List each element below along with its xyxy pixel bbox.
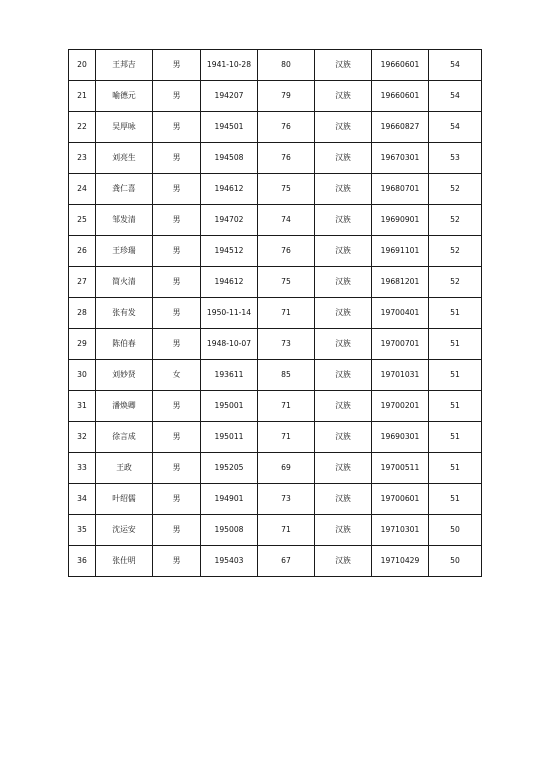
table-row — [69, 81, 482, 112]
start-date-cell: 19681201 — [372, 267, 429, 298]
row-number-cell: 36 — [69, 546, 96, 577]
gender-cell: 男 — [153, 205, 201, 236]
table-row — [69, 267, 482, 298]
ethnicity-cell: 汉族 — [315, 422, 372, 453]
name-cell: 王政 — [96, 453, 153, 484]
table-row — [69, 112, 482, 143]
birth-date-cell: 194512 — [201, 236, 258, 267]
age-cell: 71 — [258, 515, 315, 546]
gender-cell: 男 — [153, 422, 201, 453]
row-number-cell: 20 — [69, 50, 96, 81]
age-cell: 71 — [258, 391, 315, 422]
ethnicity-cell: 汉族 — [315, 329, 372, 360]
years-cell: 54 — [429, 112, 482, 143]
row-number-cell: 25 — [69, 205, 96, 236]
name-cell: 龚仁喜 — [96, 174, 153, 205]
name-cell: 刘亮生 — [96, 143, 153, 174]
table-row — [69, 546, 482, 577]
years-cell: 51 — [429, 484, 482, 515]
name-cell: 潘焕卿 — [96, 391, 153, 422]
start-date-cell: 19660601 — [372, 81, 429, 112]
gender-cell: 男 — [153, 391, 201, 422]
ethnicity-cell: 汉族 — [315, 267, 372, 298]
years-cell: 51 — [429, 391, 482, 422]
start-date-cell: 19690901 — [372, 205, 429, 236]
row-number-cell: 21 — [69, 81, 96, 112]
name-cell: 简火清 — [96, 267, 153, 298]
age-cell: 80 — [258, 50, 315, 81]
years-cell: 51 — [429, 360, 482, 391]
years-cell: 52 — [429, 236, 482, 267]
start-date-cell: 19701031 — [372, 360, 429, 391]
years-cell: 50 — [429, 515, 482, 546]
name-cell: 叶绍儒 — [96, 484, 153, 515]
birth-date-cell: 194612 — [201, 174, 258, 205]
age-cell: 73 — [258, 329, 315, 360]
years-cell: 50 — [429, 546, 482, 577]
name-cell: 邹发清 — [96, 205, 153, 236]
row-number-cell: 27 — [69, 267, 96, 298]
age-cell: 75 — [258, 174, 315, 205]
years-cell: 52 — [429, 267, 482, 298]
age-cell: 69 — [258, 453, 315, 484]
years-cell: 51 — [429, 298, 482, 329]
birth-date-cell: 194508 — [201, 143, 258, 174]
name-cell: 王珍瑞 — [96, 236, 153, 267]
ethnicity-cell: 汉族 — [315, 453, 372, 484]
name-cell: 张仕明 — [96, 546, 153, 577]
start-date-cell: 19690301 — [372, 422, 429, 453]
row-number-cell: 28 — [69, 298, 96, 329]
row-number-cell: 33 — [69, 453, 96, 484]
age-cell: 76 — [258, 236, 315, 267]
start-date-cell: 19710429 — [372, 546, 429, 577]
name-cell: 沈运安 — [96, 515, 153, 546]
age-cell: 71 — [258, 298, 315, 329]
gender-cell: 男 — [153, 143, 201, 174]
name-cell: 王邦吉 — [96, 50, 153, 81]
birth-date-cell: 194612 — [201, 267, 258, 298]
roster-table-body — [69, 50, 482, 577]
table-row — [69, 236, 482, 267]
ethnicity-cell: 汉族 — [315, 298, 372, 329]
table-row — [69, 174, 482, 205]
start-date-cell: 19691101 — [372, 236, 429, 267]
table-row — [69, 205, 482, 236]
start-date-cell: 19700401 — [372, 298, 429, 329]
start-date-cell: 19700601 — [372, 484, 429, 515]
age-cell: 76 — [258, 112, 315, 143]
birth-date-cell: 195008 — [201, 515, 258, 546]
years-cell: 54 — [429, 81, 482, 112]
start-date-cell: 19680701 — [372, 174, 429, 205]
ethnicity-cell: 汉族 — [315, 174, 372, 205]
gender-cell: 男 — [153, 81, 201, 112]
row-number-cell: 26 — [69, 236, 96, 267]
age-cell: 71 — [258, 422, 315, 453]
age-cell: 76 — [258, 143, 315, 174]
start-date-cell: 19660601 — [372, 50, 429, 81]
birth-date-cell: 1950-11-14 — [201, 298, 258, 329]
years-cell: 53 — [429, 143, 482, 174]
age-cell: 85 — [258, 360, 315, 391]
birth-date-cell: 195011 — [201, 422, 258, 453]
table-row — [69, 143, 482, 174]
gender-cell: 男 — [153, 515, 201, 546]
birth-date-cell: 194207 — [201, 81, 258, 112]
years-cell: 51 — [429, 329, 482, 360]
name-cell: 陈伯春 — [96, 329, 153, 360]
gender-cell: 男 — [153, 236, 201, 267]
ethnicity-cell: 汉族 — [315, 81, 372, 112]
table-row — [69, 329, 482, 360]
gender-cell: 女 — [153, 360, 201, 391]
years-cell: 54 — [429, 50, 482, 81]
gender-cell: 男 — [153, 546, 201, 577]
birth-date-cell: 194901 — [201, 484, 258, 515]
age-cell: 79 — [258, 81, 315, 112]
start-date-cell: 19700701 — [372, 329, 429, 360]
name-cell: 张有发 — [96, 298, 153, 329]
start-date-cell: 19660827 — [372, 112, 429, 143]
row-number-cell: 31 — [69, 391, 96, 422]
start-date-cell: 19700511 — [372, 453, 429, 484]
gender-cell: 男 — [153, 174, 201, 205]
gender-cell: 男 — [153, 112, 201, 143]
row-number-cell: 23 — [69, 143, 96, 174]
row-number-cell: 30 — [69, 360, 96, 391]
gender-cell: 男 — [153, 267, 201, 298]
birth-date-cell: 1941-10-28 — [201, 50, 258, 81]
ethnicity-cell: 汉族 — [315, 143, 372, 174]
table-row — [69, 360, 482, 391]
ethnicity-cell: 汉族 — [315, 360, 372, 391]
start-date-cell: 19710301 — [372, 515, 429, 546]
years-cell: 51 — [429, 453, 482, 484]
years-cell: 52 — [429, 174, 482, 205]
name-cell: 吴厚咏 — [96, 112, 153, 143]
ethnicity-cell: 汉族 — [315, 112, 372, 143]
table-row — [69, 422, 482, 453]
roster-table — [68, 49, 482, 577]
ethnicity-cell: 汉族 — [315, 391, 372, 422]
years-cell: 51 — [429, 422, 482, 453]
name-cell: 喻德元 — [96, 81, 153, 112]
ethnicity-cell: 汉族 — [315, 484, 372, 515]
gender-cell: 男 — [153, 453, 201, 484]
birth-date-cell: 195205 — [201, 453, 258, 484]
name-cell: 刘妙贤 — [96, 360, 153, 391]
table-row — [69, 515, 482, 546]
start-date-cell: 19670301 — [372, 143, 429, 174]
years-cell: 52 — [429, 205, 482, 236]
table-row — [69, 391, 482, 422]
table-row — [69, 484, 482, 515]
gender-cell: 男 — [153, 484, 201, 515]
table-row — [69, 298, 482, 329]
ethnicity-cell: 汉族 — [315, 236, 372, 267]
row-number-cell: 24 — [69, 174, 96, 205]
age-cell: 73 — [258, 484, 315, 515]
table-row — [69, 453, 482, 484]
birth-date-cell: 1948-10-07 — [201, 329, 258, 360]
ethnicity-cell: 汉族 — [315, 205, 372, 236]
birth-date-cell: 195403 — [201, 546, 258, 577]
birth-date-cell: 194702 — [201, 205, 258, 236]
birth-date-cell: 193611 — [201, 360, 258, 391]
start-date-cell: 19700201 — [372, 391, 429, 422]
name-cell: 徐言成 — [96, 422, 153, 453]
birth-date-cell: 195001 — [201, 391, 258, 422]
ethnicity-cell: 汉族 — [315, 546, 372, 577]
age-cell: 75 — [258, 267, 315, 298]
gender-cell: 男 — [153, 329, 201, 360]
birth-date-cell: 194501 — [201, 112, 258, 143]
table-row — [69, 50, 482, 81]
row-number-cell: 32 — [69, 422, 96, 453]
gender-cell: 男 — [153, 298, 201, 329]
gender-cell: 男 — [153, 50, 201, 81]
row-number-cell: 22 — [69, 112, 96, 143]
row-number-cell: 29 — [69, 329, 96, 360]
age-cell: 67 — [258, 546, 315, 577]
row-number-cell: 35 — [69, 515, 96, 546]
row-number-cell: 34 — [69, 484, 96, 515]
ethnicity-cell: 汉族 — [315, 50, 372, 81]
ethnicity-cell: 汉族 — [315, 515, 372, 546]
age-cell: 74 — [258, 205, 315, 236]
